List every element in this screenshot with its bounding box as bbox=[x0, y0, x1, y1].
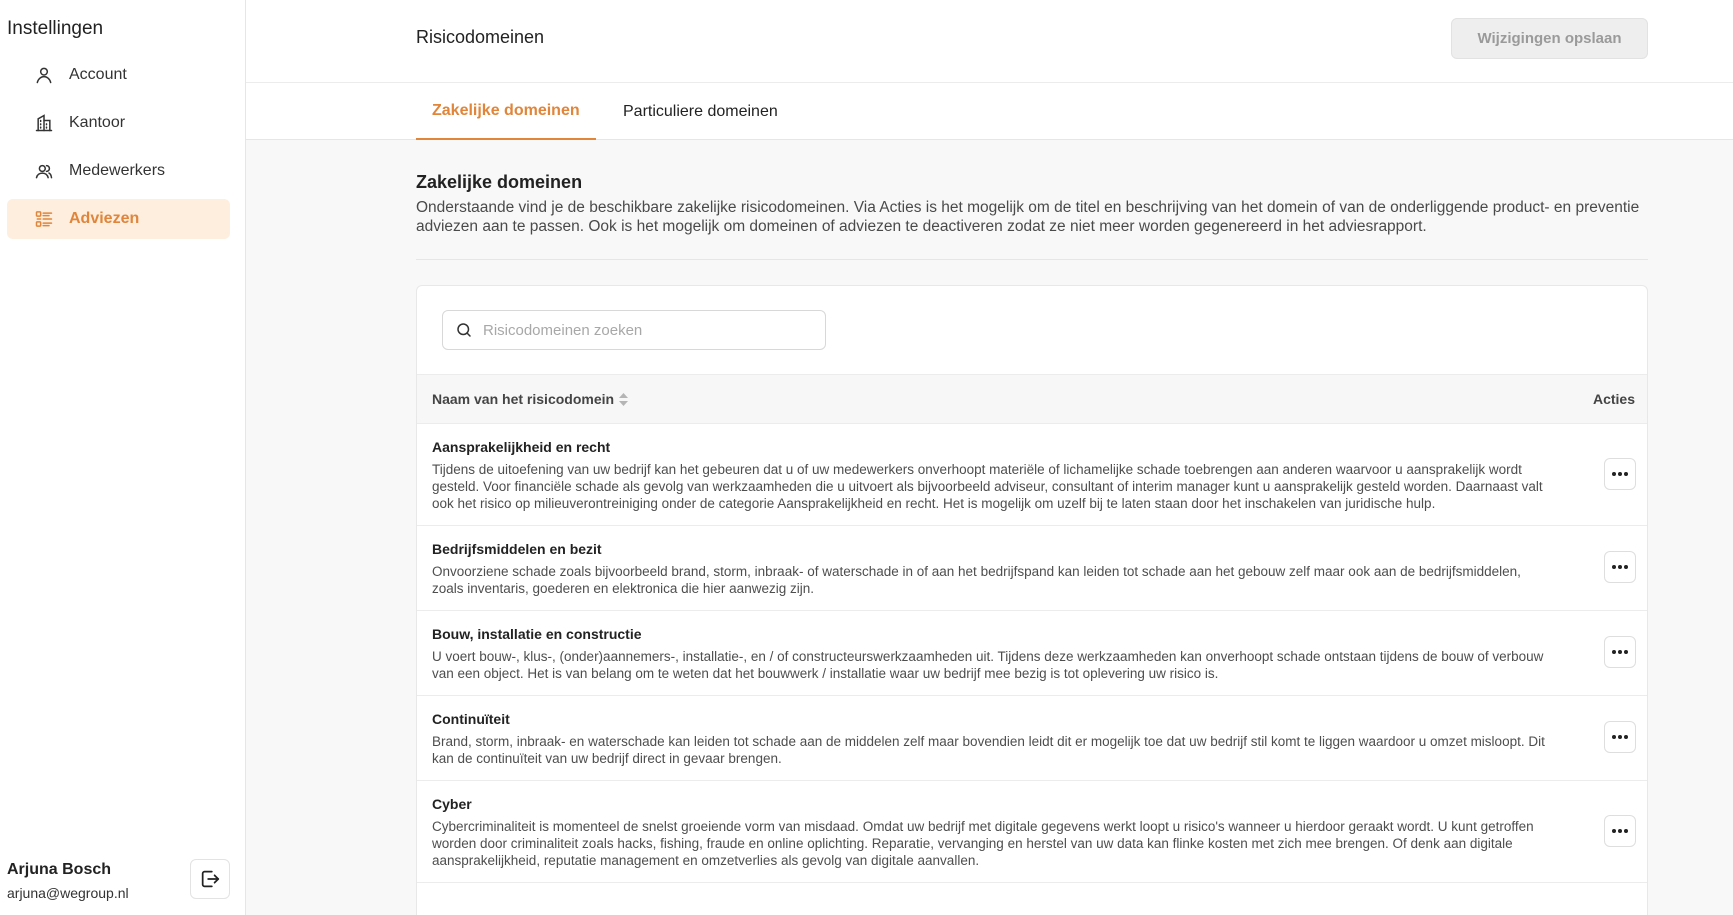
main-content bbox=[246, 0, 1733, 915]
row-title: Bedrijfsmiddelen en bezit bbox=[432, 541, 602, 557]
row-title: Bouw, installatie en constructie bbox=[432, 626, 642, 642]
row-actions-button[interactable] bbox=[1604, 458, 1636, 490]
user-icon bbox=[33, 64, 55, 86]
tab-bar bbox=[246, 83, 1733, 140]
column-header-name[interactable] bbox=[432, 391, 628, 407]
table-row bbox=[417, 611, 1648, 696]
row-actions-button[interactable] bbox=[1604, 636, 1636, 668]
row-title: Aansprakelijkheid en recht bbox=[432, 439, 611, 455]
domains-table-card bbox=[416, 285, 1648, 915]
sort-icon bbox=[619, 393, 628, 406]
building-icon bbox=[33, 112, 55, 134]
sidebar-title: Instellingen bbox=[7, 18, 104, 39]
page-title: Risicodomeinen bbox=[416, 27, 545, 47]
column-header-name-label: Naam van het risicodomein bbox=[432, 391, 615, 407]
sidebar-item-label: Kantoor bbox=[69, 114, 126, 131]
sidebar bbox=[0, 0, 246, 915]
search-input[interactable] bbox=[483, 322, 825, 339]
row-actions-button[interactable] bbox=[1604, 551, 1636, 583]
divider bbox=[416, 259, 1648, 260]
section-title: Zakelijke domeinen bbox=[416, 172, 583, 192]
search-icon bbox=[455, 321, 473, 339]
row-title: Cyber bbox=[432, 796, 472, 812]
row-description: Brand, storm, inbraak- en waterschade kan leiden tot schade aan de middelen zelf maar bovendien leidt dit er mogelijk toe dat uw bedrijf stil komt te liggen waardoor u omzet misloopt. Dit kan de continuïteit van uw bedrijf direct in gevaar brengen. bbox=[432, 734, 1545, 766]
table-header bbox=[417, 374, 1648, 424]
sidebar-item-adviezen[interactable] bbox=[7, 199, 230, 239]
user-name: Arjuna Bosch bbox=[7, 861, 112, 878]
list-icon bbox=[33, 208, 55, 230]
more-horizontal-icon bbox=[1611, 828, 1629, 834]
sidebar-item-label: Adviezen bbox=[69, 210, 140, 227]
table-body bbox=[417, 424, 1648, 883]
row-description: Cybercriminaliteit is momenteel de snelst groeiende vorm van misdaad. Omdat uw bedrijf met digitale gegevens werkt loopt u risico's wanneer u hierdoor geraakt wordt. U kunt getroffen worden door criminaliteit zoals hacks, fishing, fraude en online oplichting. Reparatie, vervanging en herstel van uw data kan flinke kosten met zich mee brengen. Of denk aan digitale aansprakelijkheid, reputatie management en omzetverlies als gevolg van digitale aanvallen. bbox=[432, 819, 1534, 868]
save-changes-button[interactable]: Wijzigingen opslaan bbox=[1451, 18, 1648, 59]
table-row bbox=[417, 424, 1648, 526]
table-row bbox=[417, 781, 1648, 883]
section-description: Onderstaande vind je de beschikbare zakelijke risicodomeinen. Via Acties is het mogelijk om de titel en beschrijving van het domein of van de onderliggende product- en preventie adviezen aan te passen. Ook is het mogelijk om domeinen of adviezen te deactiveren zodat ze niet meer worden gegenereerd in het adviesrapport. bbox=[416, 199, 1640, 235]
row-title: Continuïteit bbox=[432, 711, 510, 727]
row-description: Tijdens de uitoefening van uw bedrijf kan het gebeuren dat u of uw medewerkers onverhoopt materiële of lichamelijke schade toebrengen aan anderen waarvoor u aansprakelijk wordt gesteld. Voor financiële schade als gevolg van werkzaamheden die u uitvoert als bijvoorbeeld adviseur, consultant of interim manager kunt u aansprakelijk gesteld worden. Daarnaast valt ook het risico op milieuverontreiniging onder de categorie Aansprakelijkheid en recht. Het is mogelijk om uzelf bij te laten staan door het inschakelen van juridische hulp. bbox=[432, 462, 1543, 511]
sidebar-nav bbox=[7, 55, 230, 247]
sidebar-item-label: Account bbox=[69, 66, 127, 83]
row-actions-button[interactable] bbox=[1604, 721, 1636, 753]
sidebar-item-label: Medewerkers bbox=[69, 162, 166, 179]
logout-icon bbox=[199, 868, 221, 890]
tab-particuliere-domeinen[interactable]: Particuliere domeinen bbox=[623, 102, 778, 120]
sidebar-item-kantoor[interactable] bbox=[7, 103, 230, 143]
user-email: arjuna@wegroup.nl bbox=[7, 885, 129, 901]
more-horizontal-icon bbox=[1611, 471, 1629, 477]
column-header-actions: Acties bbox=[1592, 391, 1635, 407]
more-horizontal-icon bbox=[1611, 564, 1629, 570]
logout-button[interactable] bbox=[190, 859, 230, 899]
table-row bbox=[417, 526, 1648, 611]
user-info bbox=[7, 861, 129, 901]
row-description: Onvoorziene schade zoals bijvoorbeeld brand, storm, inbraak- of waterschade in of aan het bedrijfspand kan leiden tot schade aan het gebouw zelf maar ook aan de bedrijfsmiddelen, zoals inventaris, goederen en elektronica die hier aanwezig zijn. bbox=[432, 564, 1521, 596]
table-row bbox=[417, 696, 1648, 781]
more-horizontal-icon bbox=[1611, 649, 1629, 655]
sidebar-item-account[interactable] bbox=[7, 55, 230, 95]
more-horizontal-icon bbox=[1611, 734, 1629, 740]
tab-zakelijke-domeinen[interactable]: Zakelijke domeinen bbox=[416, 83, 596, 140]
top-bar bbox=[246, 0, 1733, 83]
sidebar-item-medewerkers[interactable] bbox=[7, 151, 230, 191]
row-actions-button[interactable] bbox=[1604, 815, 1636, 847]
users-icon bbox=[33, 160, 55, 182]
row-description: U voert bouw-, klus-, (onder)aannemers-, installatie-, en / of constructeurswerkzaamheden uit. Tijdens deze werkzaamheden kan onverhoopt schade ontstaan tijdens de bouw of verbouw van een object. Het is van belang om te weten dat het bouwwerk / installatie waar uw bedrijf mee bezig is tot oplevering uw risico is. bbox=[432, 649, 1544, 681]
search-box bbox=[442, 310, 826, 350]
